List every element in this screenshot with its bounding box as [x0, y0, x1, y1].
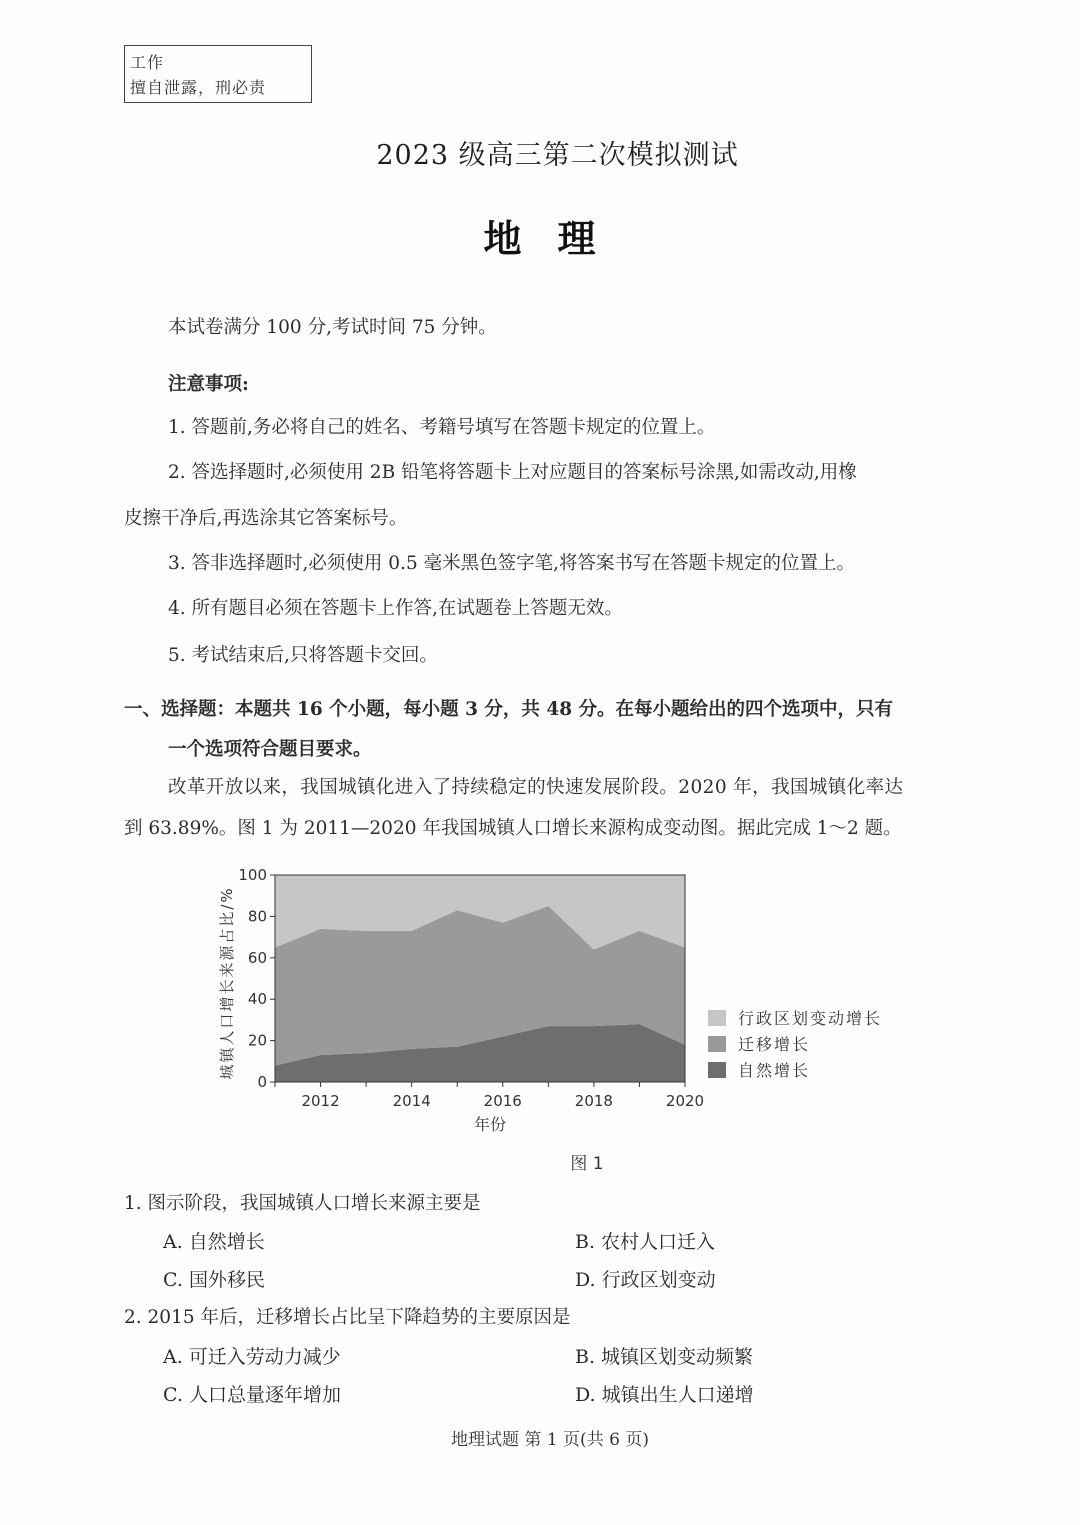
- question-2-option-a: A. 可迁入劳动力减少: [163, 1346, 341, 1368]
- passage-line-2: 到 63.89%。图 1 为 2011—2020 年我国城镇人口增长来源构成变动图。据此完成 1～2 题。: [124, 818, 902, 839]
- figure-caption: 图 1: [570, 1154, 604, 1174]
- question-1-option-b: B. 农村人口迁入: [575, 1231, 716, 1253]
- confidential-stamp: [124, 45, 312, 103]
- note-item: 2. 答选择题时,必须使用 2B 铅笔将答题卡上对应题目的答案标号涂黑,如需改动,用橡: [168, 462, 857, 483]
- notes-heading: 注意事项:: [168, 374, 249, 395]
- chart-figure: [200, 855, 920, 1185]
- y-tick-label: 40: [247, 990, 267, 1009]
- page-footer: 地理试题 第 1 页(共 6 页): [451, 1430, 649, 1450]
- legend-swatch: [708, 1036, 726, 1052]
- exam-title: 2023 级高三第二次模拟测试: [376, 140, 739, 171]
- legend-swatch: [708, 1010, 726, 1026]
- question-2-option-b: B. 城镇区划变动频繁: [575, 1346, 754, 1368]
- question-1-option-c: C. 国外移民: [163, 1269, 265, 1291]
- question-1-stem: 1. 图示阶段，我国城镇人口增长来源主要是: [124, 1193, 481, 1214]
- stamp-line-1: 工作: [130, 53, 165, 72]
- section-heading-line1: 一、选择题：本题共 16 个小题，每小题 3 分，共 48 分。在每小题给出的四个选项中，只有: [124, 699, 894, 720]
- x-tick-label: 2012: [301, 1092, 340, 1110]
- legend-label: 迁移增长: [738, 1035, 811, 1054]
- x-tick-label: 2014: [392, 1092, 431, 1110]
- y-tick-label: 60: [247, 948, 267, 967]
- stamp-line-2: 擅自泄露，刑必责: [130, 78, 267, 97]
- question-2-option-d: D. 城镇出生人口递增: [575, 1384, 754, 1406]
- legend-label: 自然增长: [738, 1061, 811, 1080]
- x-tick-label: 2018: [574, 1092, 613, 1110]
- legend-label: 行政区划变动增长: [738, 1009, 883, 1028]
- question-2-option-c: C. 人口总量逐年增加: [163, 1384, 341, 1406]
- x-axis-label: 年份: [473, 1115, 507, 1134]
- y-tick-label: 0: [257, 1073, 267, 1091]
- y-axis-label: 城镇人口增长来源占比/%: [218, 886, 236, 1080]
- question-1-option-a: A. 自然增长: [163, 1231, 265, 1253]
- x-tick-label: 2020: [665, 1092, 705, 1110]
- passage-line-1: 改革开放以来，我国城镇化进入了持续稳定的快速发展阶段。2020 年，我国城镇化率达: [168, 777, 904, 798]
- note-item: 4. 所有题目必须在答题卡上作答,在试题卷上答题无效。: [168, 598, 623, 619]
- subject-title: 地理: [483, 216, 632, 261]
- intro-text: 本试卷满分 100 分,考试时间 75 分钟。: [168, 317, 497, 338]
- x-tick-label: 2016: [483, 1092, 522, 1110]
- section-heading-line2: 一个选项符合题目要求。: [168, 739, 372, 760]
- note-item: 皮擦干净后,再选涂其它答案标号。: [124, 508, 408, 529]
- y-tick-label: 100: [238, 866, 267, 884]
- y-tick-label: 80: [247, 907, 267, 926]
- legend-swatch: [708, 1062, 726, 1078]
- question-1-option-d: D. 行政区划变动: [575, 1269, 716, 1291]
- question-2-stem: 2. 2015 年后，迁移增长占比呈下降趋势的主要原因是: [124, 1307, 571, 1328]
- note-item: 1. 答题前,务必将自己的姓名、考籍号填写在答题卡规定的位置上。: [168, 417, 716, 438]
- note-item: 5. 考试结束后,只将答题卡交回。: [168, 645, 438, 666]
- y-tick-label: 20: [247, 1031, 267, 1050]
- note-item: 3. 答非选择题时,必须使用 0.5 毫米黑色签字笔,将答案书写在答题卡规定的位置上。: [168, 553, 855, 574]
